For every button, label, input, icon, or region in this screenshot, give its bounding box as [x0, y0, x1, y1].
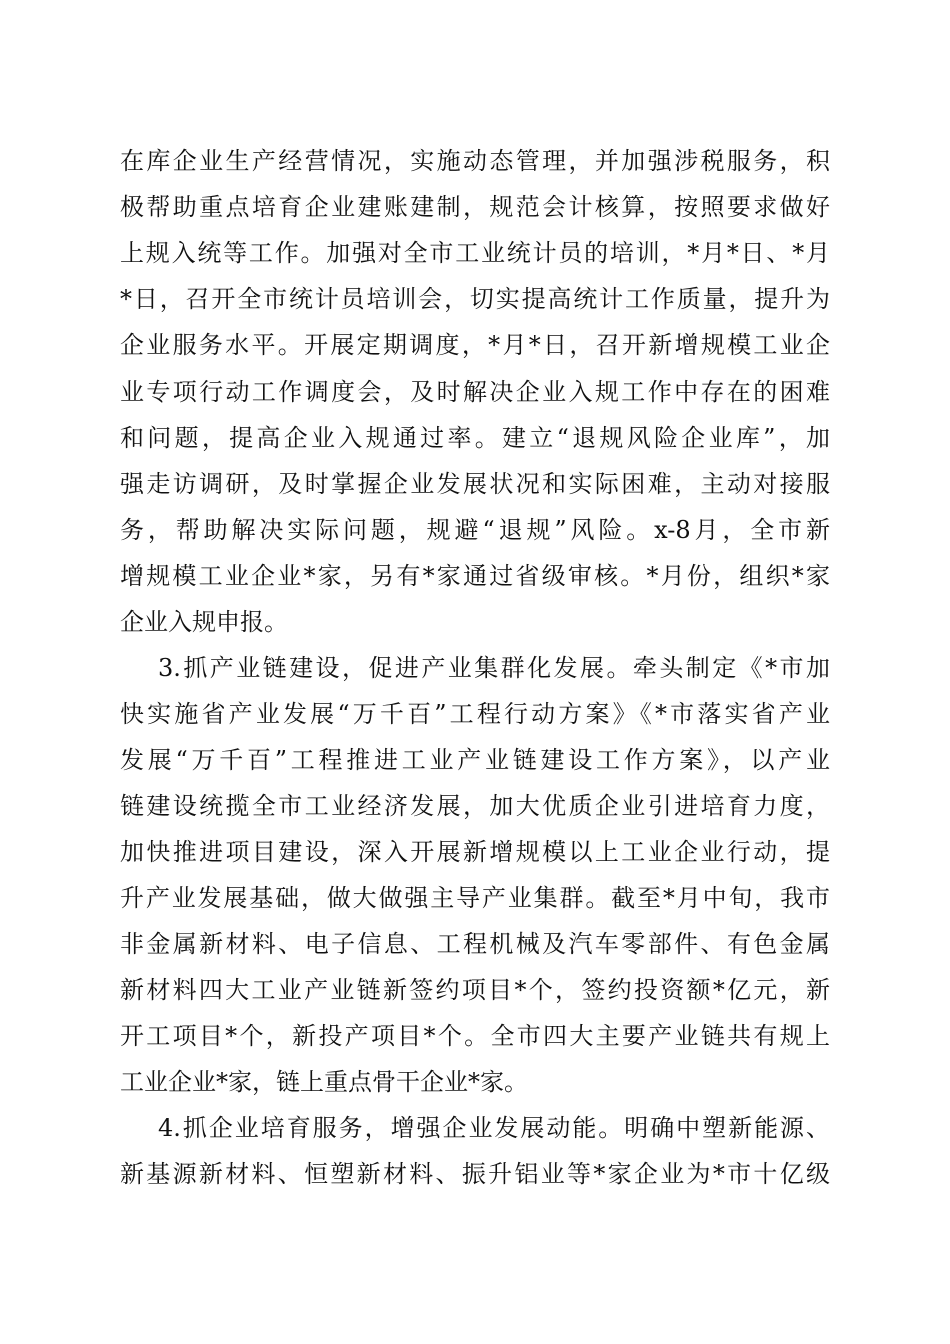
text-line: 新材料四大工业产业链新签约项目*个，签约投资额*亿元，新 [120, 976, 830, 1004]
text-line: 3.抓产业链建设，促进产业集群化发展。牵头制定《*市加 [158, 654, 830, 682]
text-line: 4.抓企业培育服务，增强企业发展动能。明确中塑新能源、 [158, 1114, 830, 1142]
text-line: 强走访调研，及时掌握企业发展状况和实际困难，主动对接服 [120, 470, 830, 498]
text-line: 企业入规申报。 [120, 608, 288, 636]
text-line: *日，召开全市统计员培训会，切实提高统计工作质量，提升为 [120, 285, 830, 313]
text-line: 在库企业生产经营情况，实施动态管理，并加强涉税服务，积 [120, 147, 830, 175]
text-line: 升产业发展基础，做大做强主导产业集群。截至*月中旬，我市 [120, 884, 830, 912]
text-line: 工业企业*家，链上重点骨干企业*家。 [120, 1068, 528, 1096]
text-line: 和问题，提高企业入规通过率。建立“退规风险企业库”，加 [120, 424, 830, 452]
text-line: 业专项行动工作调度会，及时解决企业入规工作中存在的困难 [120, 378, 830, 406]
text-line: 增规模工业企业*家，另有*家通过省级审核。*月份，组织*家 [120, 562, 830, 590]
text-line: 快实施省产业发展“万千百”工程行动方案》《*市落实省产业 [120, 700, 830, 728]
text-line: 开工项目*个，新投产项目*个。全市四大主要产业链共有规上 [120, 1022, 830, 1050]
text-line: 链建设统揽全市工业经济发展，加大优质企业引进培育力度， [120, 792, 830, 820]
text-line: 加快推进项目建设，深入开展新增规模以上工业企业行动，提 [120, 838, 830, 866]
text-line: 非金属新材料、电子信息、工程机械及汽车零部件、有色金属 [120, 930, 830, 958]
text-line: 务，帮助解决实际问题，规避“退规”风险。x-8月，全市新 [120, 516, 830, 544]
text-line: 极帮助重点培育企业建账建制，规范会计核算，按照要求做好 [120, 193, 830, 221]
text-line: 企业服务水平。开展定期调度，*月*日，召开新增规模工业企 [120, 331, 830, 359]
text-line: 上规入统等工作。加强对全市工业统计员的培训，*月*日、*月 [120, 239, 830, 267]
text-line: 新基源新材料、恒塑新材料、振升铝业等*家企业为*市十亿级 [120, 1160, 830, 1188]
text-line: 发展“万千百”工程推进工业产业链建设工作方案》，以产业 [120, 746, 830, 774]
